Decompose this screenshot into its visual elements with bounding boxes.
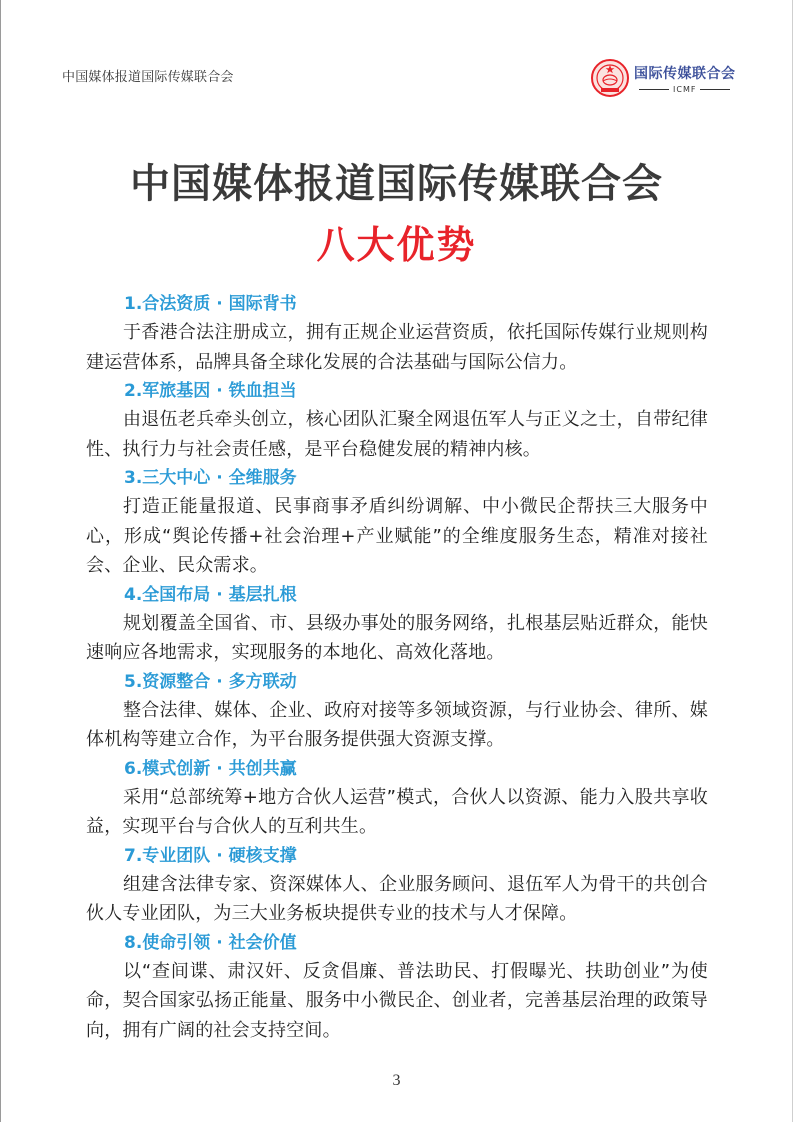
section-body: 采用“总部统筹+地方合伙人运营”模式，合伙人以资源、能力入股共享收益，实现平台与合伙人的互利共生。: [86, 786, 708, 837]
section-2: [86, 377, 708, 464]
section-3: [86, 464, 708, 581]
section-6: [86, 755, 708, 842]
section-heading: 5.资源整合 · 多方联动: [124, 671, 297, 692]
logo-name: 国际传媒联合会: [634, 65, 736, 82]
section-heading: 1.合法资质 · 国际背书: [124, 294, 297, 314]
advantages-list: [86, 290, 708, 1045]
section-8: [86, 929, 708, 1046]
section-5: [86, 668, 708, 755]
national-emblem-icon: [590, 58, 630, 98]
section-7: [86, 842, 708, 929]
section-body: 打造正能量报道、民事商事矛盾纠纷调解、中小微民企帮扶三大服务中心，形成“舆论传播+社会治理+产业赋能”的全维度服务生态，精准对接社会、企业、民众需求。: [86, 496, 708, 576]
section-body: 以“查间谍、肃汉奸、反贪倡廉、普法助民、打假曝光、扶助创业”为使命，契合国家弘扬正能量、服务中小微民企、创业者，完善基层治理的政策导向，拥有广阔的社会支持空间。: [86, 960, 708, 1041]
section-body: 组建含法律专家、资深媒体人、企业服务顾问、退伍军人为骨干的共创合伙人专业团队，为三大业务板块提供专业的技术与人才保障。: [86, 873, 708, 924]
section-heading: 6.模式创新 · 共创共赢: [124, 758, 297, 779]
logo-abbr: [635, 85, 734, 94]
section-heading: 2.军旅基因 · 铁血担当: [124, 381, 297, 401]
section-heading: 8.使命引领 · 社会价值: [124, 932, 297, 953]
logo-rule-left: [639, 89, 669, 90]
section-body: 于香港合法注册成立，拥有正规企业运营资质，依托国际传媒行业规则构建运营体系，品牌具备全球化发展的合法基础与国际公信力。: [86, 322, 708, 373]
page-subtitle: 八大优势: [316, 223, 477, 267]
section-body: 规划覆盖全国省、市、县级办事处的服务网络，扎根基层贴近群众，能快速响应各地需求，实现服务的本地化、高效化落地。: [86, 612, 708, 663]
section-1: [86, 290, 708, 377]
section-body: 由退伍老兵牵头创立，核心团队汇聚全网退伍军人与正义之士，自带纪律性、执行力与社会责任感，是平台稳健发展的精神内核。: [86, 409, 708, 460]
icmf-logo: [590, 58, 736, 98]
page-title: 中国媒体报道国际传媒联合会: [130, 161, 663, 207]
page-number: 3: [392, 1072, 401, 1089]
section-heading: 4.全国布局 · 基层扎根: [124, 584, 297, 605]
section-heading: 3.三大中心 · 全维服务: [124, 468, 297, 488]
section-heading: 7.专业团队 · 硬核支撑: [124, 845, 297, 866]
logo-abbr-text: ICMF: [673, 84, 697, 94]
section-4: [86, 581, 708, 668]
logo-rule-right: [700, 89, 730, 90]
section-body: 整合法律、媒体、企业、政府对接等多领域资源，与行业协会、律所、媒体机构等建立合作，为平台服务提供强大资源支撑。: [86, 699, 708, 750]
running-header: 中国媒体报道国际传媒联合会: [62, 70, 234, 85]
